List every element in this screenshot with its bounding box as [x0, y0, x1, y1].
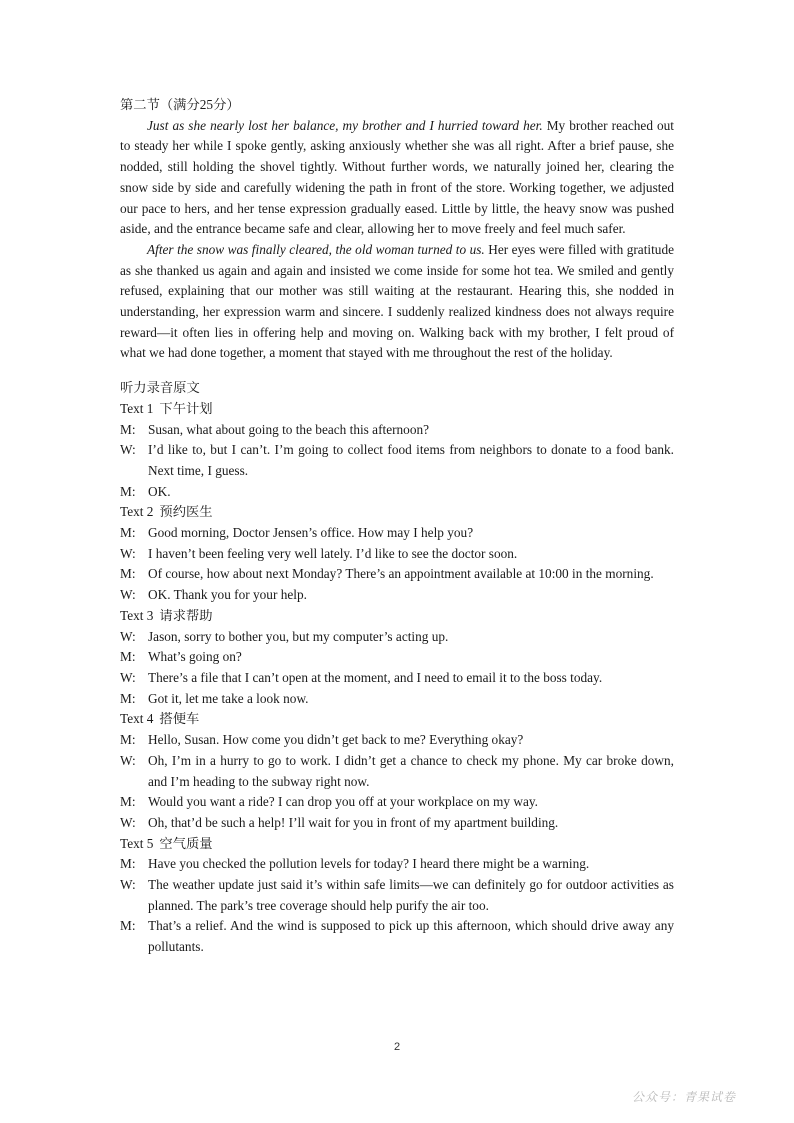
speaker-label: M:: [120, 732, 136, 748]
text-number: Text 4: [120, 711, 154, 727]
dialogue-line: [120, 564, 674, 585]
text-number: Text 5: [120, 835, 154, 851]
utterance: Jason, sorry to bother you, but my computer’s acting up.: [148, 628, 449, 644]
dialogue-line: [120, 668, 674, 689]
spacer: [120, 364, 674, 378]
text-number: Text 2: [120, 504, 154, 520]
utterance: What’s going on?: [148, 649, 242, 665]
utterance: There’s a file that I can’t open at the moment, and I need to email it to the boss today.: [148, 669, 603, 685]
utterance: Hello, Susan. How come you didn’t get back to me? Everything okay?: [148, 732, 524, 748]
utterance: I haven’t been feeling very well lately. I’d like to see the doctor soon.: [148, 545, 518, 561]
text-title: [120, 502, 674, 523]
transcript-heading: 听力录音原文: [120, 380, 200, 396]
dialogue-line: [120, 751, 674, 792]
utterance: Good morning, Doctor Jensen’s office. How may I help you?: [148, 525, 474, 541]
speaker-label: M:: [120, 483, 136, 499]
document-page: [120, 95, 674, 958]
dialogue-line: [120, 916, 674, 957]
speaker-label: M:: [120, 794, 136, 810]
dialogue-line: [120, 440, 674, 481]
speaker-label: W:: [120, 814, 136, 830]
story-paragraph-1: [120, 116, 674, 240]
speaker-label: W:: [120, 587, 136, 603]
text-title: [120, 709, 674, 730]
dialogue-line: [120, 523, 674, 544]
utterance: OK.: [148, 483, 171, 499]
dialogue-line: [120, 813, 674, 834]
text-topic: 空气质量: [159, 835, 213, 851]
utterance: Would you want a ride? I can drop you off at your workplace on my way.: [148, 794, 538, 810]
speaker-label: M:: [120, 421, 136, 437]
text-title: [120, 834, 674, 855]
section-title: 第二节（满分25分）: [120, 97, 240, 112]
utterance: OK. Thank you for your help.: [148, 587, 307, 603]
text-title: [120, 606, 674, 627]
text-number: Text 1: [120, 400, 154, 416]
speaker-label: W:: [120, 669, 136, 685]
page-number: 2: [393, 1041, 401, 1053]
speaker-label: M:: [120, 856, 136, 872]
paragraph-body: Her eyes were filled with gratitude as she thanked us again and again and insisted we come inside for some hot tea. We smiled and gently refused, explaining that our mother was still waiting at the restaurant. Hearing this, she nodded in understanding, her expression warm and sincere. I suddenly realized kindness does not always require reward—it often lies in offering help and moving on. Walking back with my brother, I felt proud of what we had done together, a moment that stayed with me throughout the rest of the holiday.: [120, 241, 674, 361]
speaker-label: W:: [120, 877, 136, 893]
utterance: Oh, I’m in a hurry to go to work. I didn’t get a chance to check my phone. My car broke down, and I’m heading to the subway right now.: [148, 752, 674, 789]
watermark: 公众号：青果试卷: [631, 1090, 736, 1104]
dialogue-line: [120, 627, 674, 648]
dialogue-line: [120, 689, 674, 710]
dialogue-line: [120, 544, 674, 565]
speaker-label: W:: [120, 752, 136, 768]
speaker-label: W:: [120, 628, 136, 644]
text-title: [120, 399, 674, 420]
text-topic: 搭便车: [159, 711, 200, 727]
text-topic: 预约医生: [159, 504, 213, 520]
dialogue-line: [120, 482, 674, 503]
utterance: I’d like to, but I can’t. I’m going to collect food items from neighbors to donate to a food bank. Next time, I guess.: [148, 442, 674, 478]
dialogue-line: [120, 854, 674, 875]
speaker-label: M:: [120, 525, 136, 541]
utterance: Susan, what about going to the beach this afternoon?: [148, 421, 430, 437]
dialogue-line: [120, 647, 674, 668]
paragraph-lead-sentence: Just as she nearly lost her balance, my brother and I hurried toward her.: [147, 117, 543, 133]
dialogue-line: [120, 420, 674, 441]
speaker-label: W:: [120, 545, 136, 561]
text-topic: 下午计划: [159, 400, 213, 416]
speaker-label: M:: [120, 566, 136, 582]
story-paragraph-2: [120, 240, 674, 364]
utterance: Oh, that’d be such a help! I’ll wait for you in front of my apartment building.: [148, 814, 559, 830]
utterance: That’s a relief. And the wind is supposed to pick up this afternoon, which should drive away any pollutants.: [148, 918, 674, 955]
paragraph-body: My brother reached out to steady her while I spoke gently, asking anxiously whether she was all right. After a brief pause, she nodded, still holding the shovel tightly. Without further words, we naturally joined her, clearing the snow side by side and carefully widening the path in front of the store. Working together, we adjusted our pace to hers, and her tense expression gradually eased. Little by little, the heavy snow was pushed aside, and the entrance became safe and clear, allowing her to move freely and feel much safer.: [120, 117, 674, 237]
utterance: Of course, how about next Monday? There’s an appointment available at 10:00 in the morning.: [148, 566, 654, 582]
dialogue-line: [120, 792, 674, 813]
text-number: Text 3: [120, 607, 154, 623]
speaker-label: W:: [120, 442, 136, 458]
utterance: The weather update just said it’s within safe limits—we can definitely go for outdoor activities as planned. The park’s tree coverage should help purify the air too.: [148, 877, 674, 913]
utterance: Got it, let me take a look now.: [148, 690, 309, 706]
utterance: Have you checked the pollution levels for today? I heard there might be a warning.: [148, 856, 590, 872]
paragraph-lead-sentence: After the snow was finally cleared, the old woman turned to us.: [147, 241, 485, 257]
dialogue-line: [120, 730, 674, 751]
text-topic: 请求帮助: [159, 607, 213, 623]
speaker-label: M:: [120, 649, 136, 665]
speaker-label: M:: [120, 918, 136, 934]
speaker-label: M:: [120, 690, 136, 706]
dialogue-line: [120, 875, 674, 916]
dialogue-line: [120, 585, 674, 606]
